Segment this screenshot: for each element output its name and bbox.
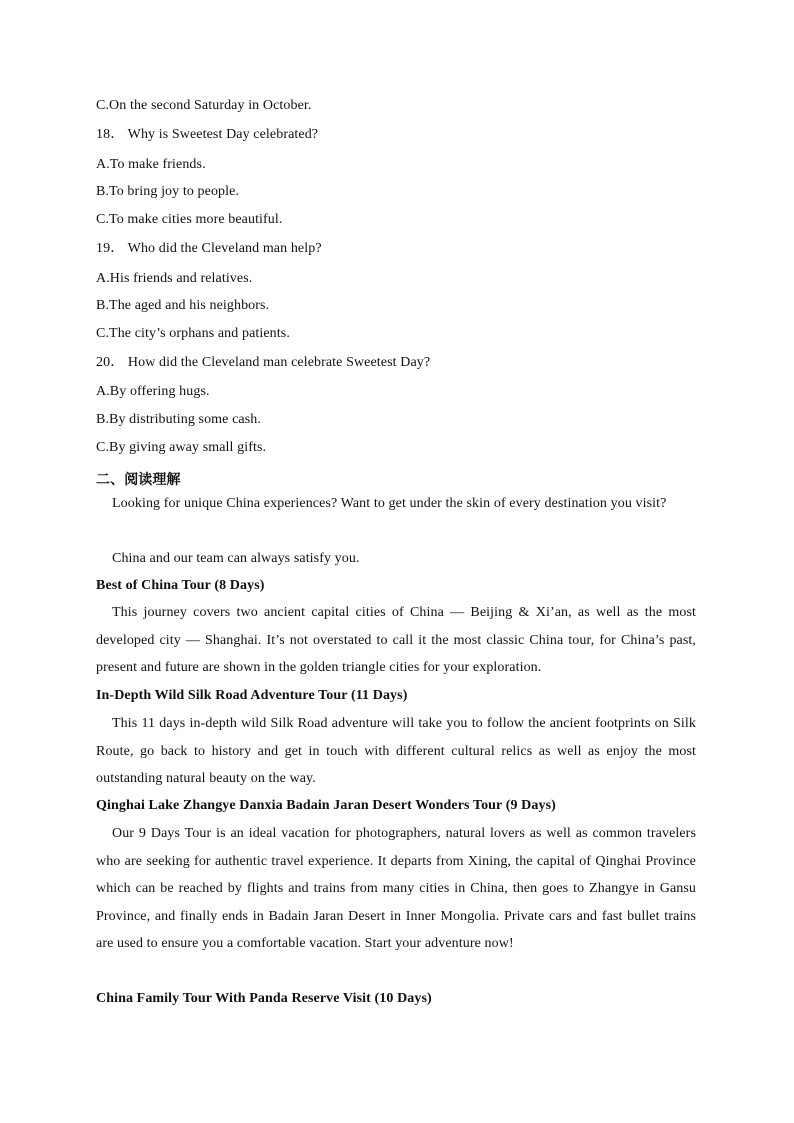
reading-section-heading: 二、阅读理解 [96, 472, 181, 488]
intro-paragraph-1: Looking for unique China experiences? Want to get under the skin of every destination you visit? [112, 496, 667, 511]
q20-stem: 20． How did the Cleveland man celebrate Sweetest Day? [96, 355, 431, 370]
q19-option-a: A.His friends and relatives. [96, 271, 253, 286]
q19-option-b: B.The aged and his neighbors. [96, 298, 270, 313]
tour-body-silk-road: This 11 days in-depth wild Silk Road adventure will take you to follow the ancient footprints on Silk Route, go back to history and get in touch with different cultural relics as well as enjoy the most outstanding natural beauty on the way. [96, 716, 696, 787]
q20-option-c: C.By giving away small gifts. [96, 440, 267, 455]
tour-title-qinghai: Qinghai Lake Zhangye Danxia Badain Jaran Desert Wonders Tour (9 Days) [96, 798, 556, 813]
q20-option-b: B.By distributing some cash. [96, 412, 261, 427]
tour-body-best-of-china: This journey covers two ancient capital cities of China — Beijing & Xi’an, as well as the most developed city — Shanghai. It’s not overstated to call it the most classic China tour, for China’s past, present and future are shown in the golden triangle cities for your exploration. [96, 605, 696, 676]
q20-option-a: A.By offering hugs. [96, 384, 210, 399]
q18-option-b: B.To bring joy to people. [96, 184, 240, 199]
q19-stem: 19． Who did the Cleveland man help? [96, 241, 322, 256]
q19-option-c: C.The city’s orphans and patients. [96, 326, 290, 341]
tour-title-best-of-china: Best of China Tour (8 Days) [96, 578, 265, 593]
q18-stem: 18． Why is Sweetest Day celebrated? [96, 127, 319, 142]
intro-paragraph-2: China and our team can always satisfy you. [112, 551, 360, 566]
tour-body-qinghai: Our 9 Days Tour is an ideal vacation for photographers, natural lovers as well as common travelers who are seeking for authentic travel experience. It departs from Xining, the capital of Qinghai Province which can be reached by flights and trains from many cities in China, then goes to Zhangye in Gansu Province, and finally ends in Badain Jaran Desert in Inner Mongolia. Private cars and fast bullet trains are used to ensure you a comfortable vacation. Start your adventure now! [96, 826, 696, 952]
tour-title-family-panda: China Family Tour With Panda Reserve Visit (10 Days) [96, 991, 432, 1006]
tour-title-silk-road: In-Depth Wild Silk Road Adventure Tour (11 Days) [96, 688, 408, 703]
q17-option-c: C.On the second Saturday in October. [96, 98, 312, 113]
q18-option-c: C.To make cities more beautiful. [96, 212, 283, 227]
q18-option-a: A.To make friends. [96, 157, 206, 172]
